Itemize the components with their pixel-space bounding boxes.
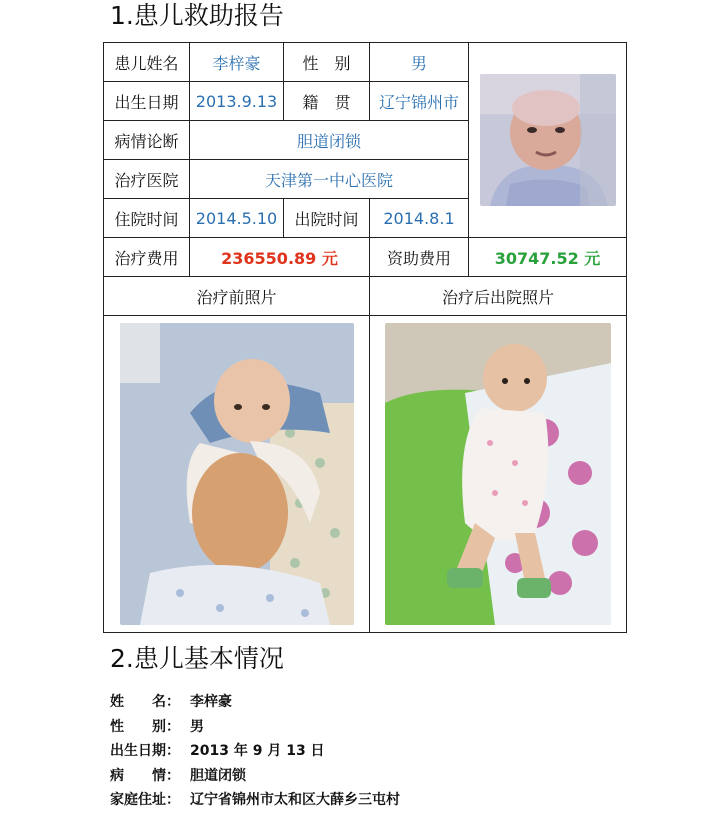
basic-info-list bbox=[110, 690, 400, 813]
name-label: 患儿姓名 bbox=[104, 43, 190, 82]
origin-label: 籍 贯 bbox=[284, 82, 370, 121]
section-1-title: 1.患儿救助报告 bbox=[110, 1, 284, 30]
info-row-condition bbox=[110, 764, 400, 789]
aid-label: 资助费用 bbox=[370, 238, 469, 277]
info-key: 性 别： bbox=[110, 718, 180, 735]
admit-value: 2014.5.10 bbox=[190, 199, 284, 238]
before-treatment-photo bbox=[120, 323, 354, 625]
cost-value: 236550.89 元 bbox=[190, 238, 370, 277]
name-value: 李梓豪 bbox=[190, 43, 284, 82]
before-photo-cell bbox=[104, 316, 370, 633]
sex-value: 男 bbox=[370, 43, 469, 82]
info-key: 出生日期： bbox=[110, 743, 180, 759]
diagnosis-label: 病情论断 bbox=[104, 121, 190, 160]
info-value: 2013 年 9 月 13 日 bbox=[190, 743, 325, 759]
admit-label: 住院时间 bbox=[104, 199, 190, 238]
after-photo-cell bbox=[370, 316, 627, 633]
discharge-value: 2014.8.1 bbox=[370, 199, 469, 238]
info-value: 李梓豪 bbox=[190, 694, 232, 710]
info-key: 姓 名： bbox=[110, 694, 180, 710]
before-photo-label: 治疗前照片 bbox=[104, 277, 370, 316]
hospital-value: 天津第一中心医院 bbox=[190, 160, 469, 199]
cost-label: 治疗费用 bbox=[104, 238, 190, 277]
after-treatment-photo bbox=[385, 323, 611, 625]
origin-value: 辽宁锦州市 bbox=[370, 82, 469, 121]
info-value: 男 bbox=[190, 718, 204, 735]
info-row-birth bbox=[110, 739, 400, 764]
birth-value: 2013.9.13 bbox=[190, 82, 284, 121]
report-table bbox=[103, 42, 627, 633]
info-row-sex bbox=[110, 715, 400, 740]
info-key: 病 情： bbox=[110, 767, 180, 784]
portrait-cell bbox=[469, 43, 627, 238]
info-key: 家庭住址： bbox=[110, 792, 180, 808]
portrait-photo bbox=[480, 74, 616, 206]
info-value: 辽宁省锦州市太和区大薛乡三屯村 bbox=[190, 792, 400, 808]
birth-label: 出生日期 bbox=[104, 82, 190, 121]
sex-label: 性 别 bbox=[284, 43, 370, 82]
diagnosis-value: 胆道闭锁 bbox=[190, 121, 469, 160]
discharge-label: 出院时间 bbox=[284, 199, 370, 238]
info-row-address bbox=[110, 788, 400, 813]
info-row-name bbox=[110, 690, 400, 715]
hospital-label: 治疗医院 bbox=[104, 160, 190, 199]
aid-value: 30747.52 元 bbox=[469, 238, 627, 277]
info-value: 胆道闭锁 bbox=[190, 767, 246, 784]
section-2-title: 2.患儿基本情况 bbox=[110, 644, 284, 673]
after-photo-label: 治疗后出院照片 bbox=[370, 277, 627, 316]
